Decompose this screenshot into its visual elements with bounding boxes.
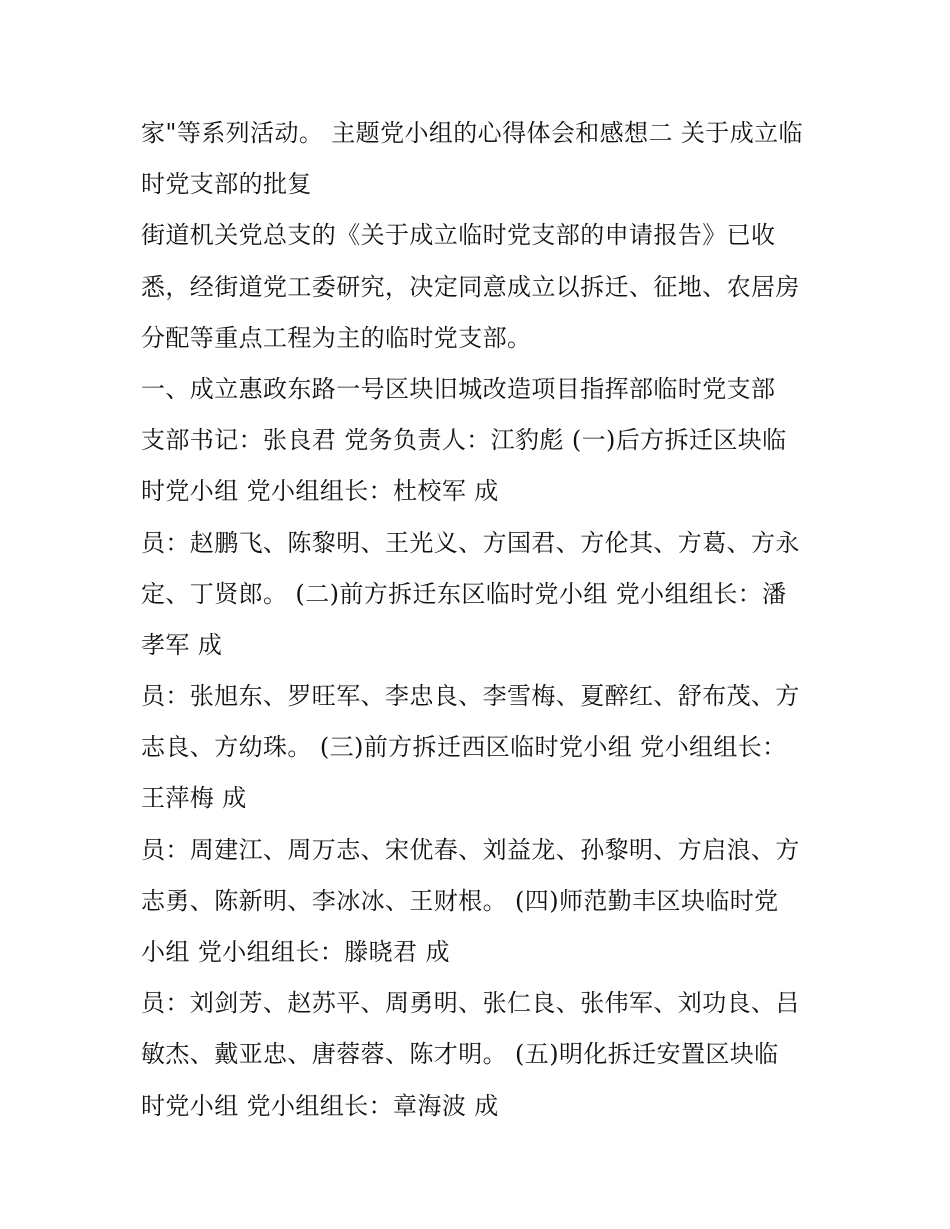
text-line: 一、成立惠政东路一号区块旧城改造项目指挥部临时党支部: [141, 374, 776, 403]
text-line: 员：刘剑芳、赵苏平、周勇明、张仁良、张伟军、刘功良、吕: [141, 989, 800, 1018]
text-line: 王萍梅 成: [141, 784, 247, 813]
text-line: 员：张旭东、罗旺军、李忠良、李雪梅、夏醉红、舒布茂、方: [141, 682, 800, 711]
text-line: 悉，经街道党工委研究，决定同意成立以拆迁、征地、农居房: [141, 272, 800, 301]
text-line: 支部书记：张良君 党务负责人：江豹彪 (一)后方拆迁区块临: [141, 426, 787, 455]
text-line: 员：周建江、周万志、宋优春、刘益龙、孙黎明、方启浪、方: [141, 835, 800, 864]
text-line: 分配等重点工程为主的临时党支部。: [141, 323, 532, 352]
text-line: 时党小组 党小组组长：杜校军 成: [141, 477, 499, 506]
document-body: [141, 108, 821, 1132]
text-line: 志勇、陈新明、李冰冰、王财根。 (四)师范勤丰区块临时党: [141, 886, 779, 915]
text-line: 时党支部的批复: [141, 170, 312, 199]
text-line: 孝军 成: [141, 630, 223, 659]
text-line: 家"等系列活动。 主题党小组的心得体会和感想二 关于成立临: [141, 119, 803, 147]
text-line: 员：赵鹏飞、陈黎明、王光义、方国君、方伦其、方葛、方永: [141, 528, 800, 557]
text-line: 敏杰、戴亚忠、唐蓉蓉、陈才明。 (五)明化拆迁安置区块临: [141, 1040, 779, 1069]
text-line: 街道机关党总支的《关于成立临时党支部的申请报告》已收: [141, 221, 776, 250]
text-line: 小组 党小组组长：滕晓君 成: [141, 938, 450, 966]
text-line: 志良、方幼珠。 (三)前方拆迁西区临时党小组 党小组组长：: [141, 733, 787, 762]
text-line: 定、丁贤郎。 (二)前方拆迁东区临时党小组 党小组组长：潘: [141, 579, 787, 608]
text-line: 时党小组 党小组组长：章海波 成: [141, 1091, 499, 1120]
